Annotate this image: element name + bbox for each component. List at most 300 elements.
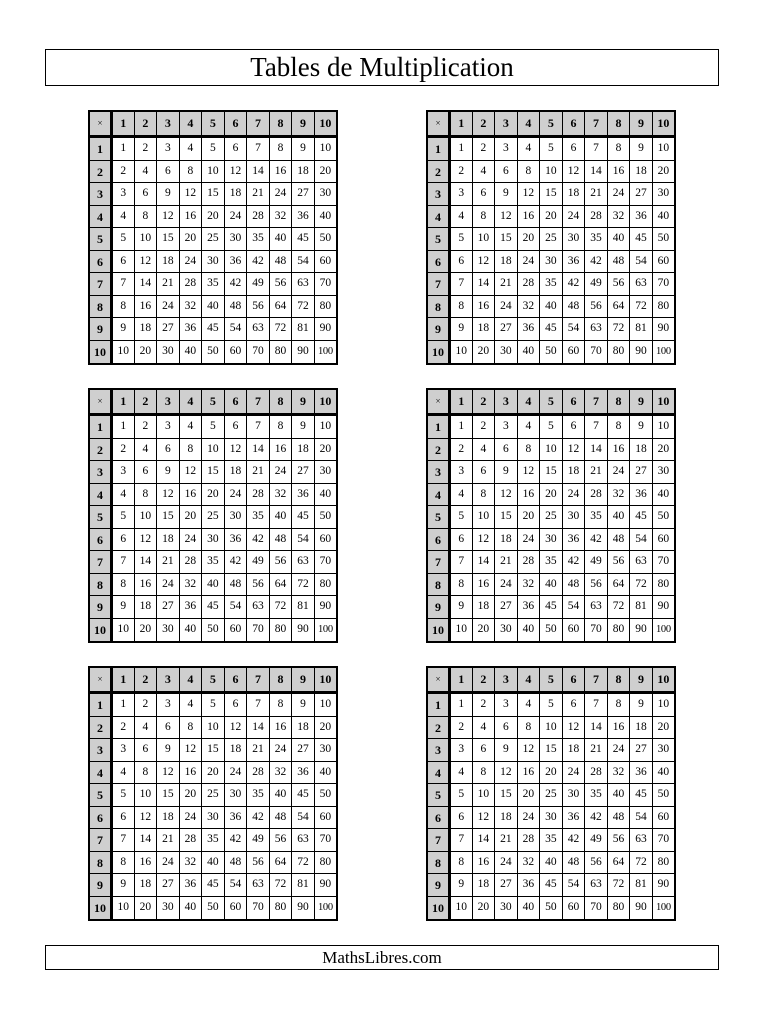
column-header: 7 [585, 667, 608, 692]
row-header: 10 [427, 619, 450, 643]
product-cell: 40 [517, 619, 540, 643]
product-cell: 60 [652, 528, 675, 551]
product-cell: 4 [179, 692, 202, 716]
product-cell: 25 [540, 228, 563, 251]
row-header: 4 [89, 483, 112, 506]
row-header: 10 [89, 619, 112, 643]
product-cell: 20 [202, 483, 225, 506]
product-cell: 18 [157, 806, 180, 829]
product-cell: 10 [450, 341, 473, 365]
product-cell: 7 [112, 273, 135, 296]
product-cell: 4 [517, 414, 540, 438]
product-cell: 16 [517, 761, 540, 784]
product-cell: 63 [292, 551, 315, 574]
product-cell: 9 [157, 739, 180, 762]
product-cell: 81 [630, 874, 653, 897]
product-cell: 42 [585, 250, 608, 273]
product-cell: 5 [540, 692, 563, 716]
product-cell: 48 [607, 806, 630, 829]
product-cell: 2 [450, 160, 473, 183]
product-cell: 80 [269, 341, 292, 365]
product-cell: 27 [630, 739, 653, 762]
row-header: 8 [427, 573, 450, 596]
product-cell: 12 [134, 806, 157, 829]
product-cell: 42 [562, 551, 585, 574]
product-cell: 40 [652, 761, 675, 784]
product-cell: 20 [540, 205, 563, 228]
product-cell: 1 [450, 692, 473, 716]
product-cell: 90 [652, 318, 675, 341]
multiplication-table-6 [426, 666, 676, 921]
table-row [89, 318, 337, 341]
product-cell: 40 [540, 295, 563, 318]
product-cell: 15 [202, 183, 225, 206]
product-cell: 20 [134, 341, 157, 365]
product-cell: 49 [585, 829, 608, 852]
product-cell: 8 [134, 205, 157, 228]
row-header: 1 [427, 692, 450, 716]
product-cell: 60 [652, 806, 675, 829]
product-cell: 90 [292, 619, 315, 643]
table-row [427, 183, 675, 206]
product-cell: 50 [314, 506, 337, 529]
product-cell: 50 [652, 784, 675, 807]
column-header: 9 [630, 667, 653, 692]
product-cell: 70 [652, 273, 675, 296]
product-cell: 70 [652, 551, 675, 574]
product-cell: 36 [630, 483, 653, 506]
corner-cell: × [89, 667, 112, 692]
product-cell: 48 [224, 851, 247, 874]
product-cell: 10 [472, 784, 495, 807]
product-cell: 12 [517, 461, 540, 484]
product-cell: 12 [495, 483, 518, 506]
row-header: 4 [89, 761, 112, 784]
row-header: 8 [89, 295, 112, 318]
table-row [427, 551, 675, 574]
product-cell: 14 [472, 829, 495, 852]
column-header: 1 [450, 111, 473, 136]
product-cell: 45 [202, 874, 225, 897]
row-header: 5 [427, 506, 450, 529]
product-cell: 27 [292, 739, 315, 762]
product-cell: 8 [269, 692, 292, 716]
product-cell: 40 [202, 295, 225, 318]
product-cell: 4 [134, 160, 157, 183]
row-header: 9 [427, 596, 450, 619]
row-header: 7 [89, 273, 112, 296]
product-cell: 8 [269, 136, 292, 160]
product-cell: 9 [112, 874, 135, 897]
product-cell: 36 [630, 761, 653, 784]
product-cell: 70 [247, 341, 270, 365]
footer-site-name: MathsLibres.com [45, 945, 719, 970]
column-header: 6 [562, 667, 585, 692]
product-cell: 60 [224, 897, 247, 921]
product-cell: 14 [585, 160, 608, 183]
product-cell: 25 [540, 506, 563, 529]
table-row [89, 183, 337, 206]
table-row [427, 692, 675, 716]
product-cell: 48 [562, 573, 585, 596]
product-cell: 72 [630, 851, 653, 874]
product-cell: 30 [495, 619, 518, 643]
table-row [89, 806, 337, 829]
product-cell: 42 [224, 551, 247, 574]
product-cell: 20 [517, 228, 540, 251]
corner-cell: × [427, 667, 450, 692]
product-cell: 27 [630, 183, 653, 206]
product-cell: 2 [134, 414, 157, 438]
row-header: 8 [427, 851, 450, 874]
row-header: 7 [427, 273, 450, 296]
product-cell: 16 [472, 573, 495, 596]
product-cell: 30 [540, 806, 563, 829]
product-cell: 6 [134, 739, 157, 762]
product-cell: 90 [314, 596, 337, 619]
product-cell: 14 [472, 273, 495, 296]
product-cell: 21 [247, 461, 270, 484]
product-cell: 80 [607, 897, 630, 921]
product-cell: 24 [224, 761, 247, 784]
product-cell: 16 [472, 295, 495, 318]
product-cell: 36 [292, 761, 315, 784]
product-cell: 60 [314, 806, 337, 829]
product-cell: 40 [652, 483, 675, 506]
product-cell: 7 [247, 414, 270, 438]
product-cell: 48 [607, 250, 630, 273]
product-cell: 12 [224, 438, 247, 461]
row-header: 10 [427, 897, 450, 921]
product-cell: 8 [112, 295, 135, 318]
product-cell: 24 [224, 205, 247, 228]
product-cell: 21 [495, 273, 518, 296]
product-cell: 40 [540, 851, 563, 874]
product-cell: 64 [269, 851, 292, 874]
product-cell: 32 [179, 851, 202, 874]
product-cell: 30 [157, 341, 180, 365]
product-cell: 8 [450, 573, 473, 596]
product-cell: 100 [652, 341, 675, 365]
product-cell: 9 [112, 318, 135, 341]
product-cell: 6 [224, 414, 247, 438]
product-cell: 30 [224, 506, 247, 529]
product-cell: 5 [450, 228, 473, 251]
product-cell: 81 [630, 318, 653, 341]
row-header: 7 [427, 829, 450, 852]
product-cell: 21 [157, 551, 180, 574]
table-row [89, 784, 337, 807]
table-row [89, 897, 337, 921]
product-cell: 15 [202, 461, 225, 484]
product-cell: 56 [247, 573, 270, 596]
row-header: 1 [89, 692, 112, 716]
column-header: 4 [179, 667, 202, 692]
product-cell: 30 [314, 461, 337, 484]
product-cell: 32 [517, 295, 540, 318]
column-header: 7 [247, 389, 270, 414]
product-cell: 10 [134, 784, 157, 807]
product-cell: 54 [224, 596, 247, 619]
product-cell: 9 [450, 318, 473, 341]
table-row [89, 716, 337, 739]
column-header: 3 [157, 389, 180, 414]
multiplication-grid [426, 666, 676, 921]
product-cell: 32 [269, 205, 292, 228]
row-header: 1 [89, 414, 112, 438]
multiplication-table-3 [88, 388, 338, 643]
product-cell: 10 [314, 414, 337, 438]
product-cell: 18 [134, 596, 157, 619]
product-cell: 36 [517, 318, 540, 341]
product-cell: 35 [540, 551, 563, 574]
product-cell: 1 [112, 692, 135, 716]
product-cell: 30 [562, 506, 585, 529]
product-cell: 21 [247, 739, 270, 762]
product-cell: 4 [179, 136, 202, 160]
product-cell: 4 [472, 438, 495, 461]
product-cell: 35 [202, 551, 225, 574]
product-cell: 72 [292, 573, 315, 596]
column-header: 7 [247, 667, 270, 692]
product-cell: 12 [224, 160, 247, 183]
row-header: 10 [89, 341, 112, 365]
product-cell: 16 [134, 573, 157, 596]
column-header: 5 [540, 389, 563, 414]
product-cell: 16 [607, 160, 630, 183]
product-cell: 5 [202, 692, 225, 716]
product-cell: 7 [112, 829, 135, 852]
product-cell: 16 [472, 851, 495, 874]
product-cell: 24 [157, 295, 180, 318]
column-header: 6 [224, 389, 247, 414]
row-header: 3 [427, 183, 450, 206]
page-title: Tables de Multiplication [45, 49, 719, 86]
product-cell: 30 [314, 183, 337, 206]
product-cell: 9 [630, 136, 653, 160]
product-cell: 5 [202, 136, 225, 160]
product-cell: 10 [314, 136, 337, 160]
product-cell: 25 [202, 228, 225, 251]
product-cell: 50 [540, 341, 563, 365]
table-row [89, 619, 337, 643]
column-header: 4 [517, 389, 540, 414]
product-cell: 48 [269, 528, 292, 551]
product-cell: 32 [179, 295, 202, 318]
product-cell: 10 [472, 506, 495, 529]
product-cell: 35 [247, 784, 270, 807]
product-cell: 7 [450, 273, 473, 296]
product-cell: 81 [292, 596, 315, 619]
column-header: 8 [269, 667, 292, 692]
product-cell: 48 [562, 295, 585, 318]
product-cell: 42 [247, 250, 270, 273]
product-cell: 18 [495, 250, 518, 273]
product-cell: 20 [517, 784, 540, 807]
product-cell: 6 [472, 461, 495, 484]
table-row [427, 851, 675, 874]
product-cell: 2 [450, 438, 473, 461]
product-cell: 36 [562, 528, 585, 551]
product-cell: 36 [292, 205, 315, 228]
product-cell: 10 [134, 506, 157, 529]
product-cell: 10 [202, 716, 225, 739]
column-header: 2 [134, 111, 157, 136]
product-cell: 16 [269, 716, 292, 739]
product-cell: 10 [112, 619, 135, 643]
product-cell: 36 [179, 874, 202, 897]
product-cell: 20 [179, 784, 202, 807]
product-cell: 8 [112, 851, 135, 874]
product-cell: 12 [517, 183, 540, 206]
product-cell: 4 [450, 205, 473, 228]
product-cell: 9 [495, 739, 518, 762]
product-cell: 5 [112, 784, 135, 807]
product-cell: 6 [472, 183, 495, 206]
product-cell: 63 [630, 551, 653, 574]
product-cell: 3 [450, 183, 473, 206]
product-cell: 80 [607, 341, 630, 365]
product-cell: 6 [112, 806, 135, 829]
product-cell: 12 [472, 528, 495, 551]
product-cell: 36 [224, 250, 247, 273]
product-cell: 40 [179, 897, 202, 921]
product-cell: 10 [652, 414, 675, 438]
product-cell: 8 [607, 692, 630, 716]
product-cell: 14 [247, 716, 270, 739]
product-cell: 4 [112, 205, 135, 228]
product-cell: 30 [224, 228, 247, 251]
product-cell: 24 [562, 205, 585, 228]
product-cell: 30 [157, 619, 180, 643]
product-cell: 54 [562, 874, 585, 897]
product-cell: 30 [495, 897, 518, 921]
product-cell: 7 [585, 136, 608, 160]
product-cell: 54 [224, 318, 247, 341]
row-header: 5 [89, 228, 112, 251]
product-cell: 30 [652, 461, 675, 484]
product-cell: 36 [224, 806, 247, 829]
row-header: 1 [427, 414, 450, 438]
product-cell: 32 [607, 205, 630, 228]
product-cell: 63 [292, 829, 315, 852]
header-row [89, 389, 337, 414]
product-cell: 28 [585, 205, 608, 228]
product-cell: 49 [585, 273, 608, 296]
table-row [89, 528, 337, 551]
product-cell: 40 [179, 341, 202, 365]
product-cell: 42 [585, 806, 608, 829]
product-cell: 21 [495, 551, 518, 574]
row-header: 9 [427, 318, 450, 341]
product-cell: 40 [607, 506, 630, 529]
product-cell: 32 [269, 483, 292, 506]
product-cell: 35 [247, 228, 270, 251]
product-cell: 40 [314, 483, 337, 506]
multiplication-table-5 [88, 666, 338, 921]
table-row [427, 573, 675, 596]
product-cell: 63 [247, 318, 270, 341]
table-row [427, 761, 675, 784]
table-row [89, 874, 337, 897]
column-header: 8 [269, 389, 292, 414]
product-cell: 16 [269, 160, 292, 183]
multiplication-grid [426, 110, 676, 365]
product-cell: 4 [112, 483, 135, 506]
column-header: 3 [495, 111, 518, 136]
product-cell: 7 [112, 551, 135, 574]
product-cell: 3 [157, 414, 180, 438]
product-cell: 12 [562, 160, 585, 183]
product-cell: 5 [450, 784, 473, 807]
product-cell: 54 [630, 528, 653, 551]
product-cell: 64 [607, 851, 630, 874]
product-cell: 14 [472, 551, 495, 574]
product-cell: 54 [292, 806, 315, 829]
row-header: 4 [427, 205, 450, 228]
product-cell: 48 [269, 806, 292, 829]
product-cell: 18 [495, 528, 518, 551]
product-cell: 6 [562, 414, 585, 438]
table-row [427, 250, 675, 273]
product-cell: 42 [247, 528, 270, 551]
product-cell: 24 [562, 483, 585, 506]
row-header: 2 [89, 160, 112, 183]
column-header: 9 [630, 389, 653, 414]
product-cell: 9 [157, 461, 180, 484]
product-cell: 12 [157, 205, 180, 228]
product-cell: 12 [562, 438, 585, 461]
row-header: 2 [427, 438, 450, 461]
product-cell: 90 [292, 341, 315, 365]
table-row [427, 438, 675, 461]
product-cell: 80 [652, 295, 675, 318]
product-cell: 90 [292, 897, 315, 921]
product-cell: 15 [495, 784, 518, 807]
product-cell: 35 [540, 829, 563, 852]
product-cell: 9 [495, 461, 518, 484]
product-cell: 12 [224, 716, 247, 739]
product-cell: 30 [540, 528, 563, 551]
product-cell: 27 [157, 596, 180, 619]
row-header: 6 [427, 528, 450, 551]
row-header: 5 [89, 506, 112, 529]
table-row [89, 829, 337, 852]
column-header: 1 [112, 667, 135, 692]
product-cell: 16 [607, 438, 630, 461]
product-cell: 6 [112, 250, 135, 273]
product-cell: 63 [585, 596, 608, 619]
multiplication-grid [426, 388, 676, 643]
product-cell: 27 [495, 596, 518, 619]
product-cell: 28 [517, 829, 540, 852]
product-cell: 40 [269, 784, 292, 807]
product-cell: 3 [450, 461, 473, 484]
product-cell: 40 [540, 573, 563, 596]
product-cell: 72 [630, 573, 653, 596]
product-cell: 54 [562, 318, 585, 341]
table-row [89, 596, 337, 619]
product-cell: 6 [495, 438, 518, 461]
table-row [89, 506, 337, 529]
product-cell: 15 [157, 228, 180, 251]
product-cell: 30 [562, 228, 585, 251]
product-cell: 10 [450, 619, 473, 643]
product-cell: 72 [292, 295, 315, 318]
table-row [89, 483, 337, 506]
product-cell: 70 [585, 619, 608, 643]
column-header: 5 [540, 111, 563, 136]
